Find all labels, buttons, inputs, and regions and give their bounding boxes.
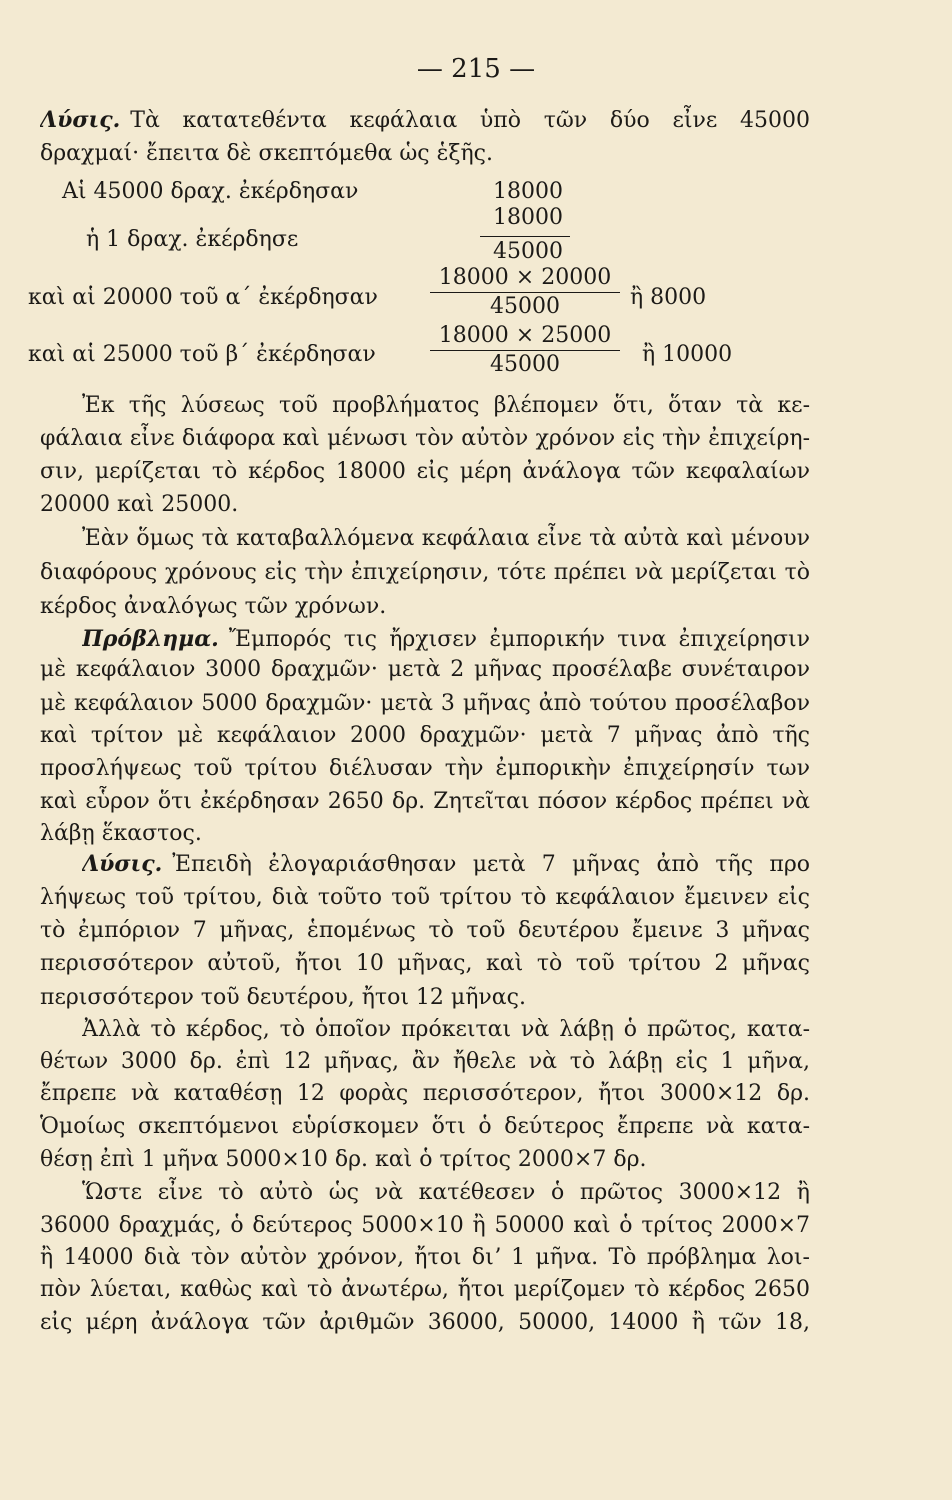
calc-row-3-label: καὶ αἱ 20000 τοῦ α΄ ἐκέρδησαν <box>28 285 378 310</box>
solution-heading: Λύσις. <box>82 851 163 877</box>
text-line: διαφόρους χρόνους εἰς τὴν ἐπιχείρησιν, τότε πρέπει νὰ μερίζεται τὸ <box>40 560 810 585</box>
page-number: — 215 — <box>416 54 536 84</box>
calc-row-1-value: 18000 <box>493 179 563 204</box>
text-line: θέτων 3000 δρ. ἐπὶ 12 μῆνας, ἂν ἤθελε νὰ τὸ λάβῃ εἰς 1 μῆνα, <box>40 1049 810 1074</box>
text-line: περισσότερον αὐτοῦ, ἤτοι 10 μῆνας, καὶ τὸ τοῦ τρίτου 2 μῆνας <box>40 951 810 976</box>
problem-heading: Πρόβλημα. <box>82 626 219 652</box>
text-line: Ἀλλὰ τὸ κέρδος, τὸ ὁποῖον πρόκειται νὰ λάβῃ ὁ πρῶτος, κατα- <box>82 1017 810 1042</box>
text-line: σιν, μερίζεται τὸ κέρδος 18000 εἰς μέρη ἀνάλογα τῶν κεφαλαίων <box>40 459 810 484</box>
text-line: 20000 καὶ 25000. <box>40 492 239 517</box>
calc-row-1-label: Αἱ 45000 δραχ. ἐκέρδησαν <box>62 179 359 204</box>
calc-row-4-label: καὶ αἱ 25000 τοῦ β΄ ἐκέρδησαν <box>28 342 376 367</box>
text-line: Ἐὰν ὅμως τὰ καταβαλλόμενα κεφάλαια εἶνε τὰ αὐτὰ καὶ μένουν <box>82 526 810 551</box>
text-line: ἢ 14000 διὰ τὸν αὐτὸν χρόνον, ἤτοι διʼ 1 μῆνα. Τὸ πρόβλημα λοι- <box>40 1245 810 1270</box>
text-line: θέσῃ ἐπὶ 1 μῆνα 5000×10 δρ. καὶ ὁ τρίτος 2000×7 δρ. <box>40 1147 647 1172</box>
text-line: φάλαια εἶνε διάφορα καὶ μένωσι τὸν αὐτὸν χρόνον εἰς τὴν ἐπιχείρη- <box>40 426 810 451</box>
text-line: ἔπρεπε νὰ καταθέσῃ 12 φορὰς περισσότερον, ἤτοι 3000×12 δρ. <box>40 1081 810 1106</box>
problem-line-1: Πρόβλημα. Ἔμπορός τις ἤρχισεν ἐμπορικήν τινα ἐπιχείρησιν <box>82 626 810 652</box>
calc-row-2-label: ἡ 1 δραχ. ἐκέρδησε <box>86 227 299 252</box>
text-line: πὸν λύεται, καθὼς καὶ τὸ ἀνωτέρω, ἤτοι μερίζομεν τὸ κέρδος 2650 <box>40 1277 810 1302</box>
calc-row-3-fraction: $\frac{18000 \times 20000}{45000}$ <box>430 264 620 321</box>
text-line: κέρδος ἀναλόγως τῶν χρόνων. <box>40 594 387 619</box>
text-line: Ὁμοίως σκεπτόμενοι εὑρίσκομεν ὅτι ὁ δεύτερος ἔπρεπε νὰ κατα- <box>40 1114 810 1139</box>
calc-row-4-fraction: $\frac{18000 \times 25000}{45000}$ <box>430 322 620 379</box>
solution-2-line-1: Λύσις. Ἐπειδὴ ἐλογαριάσθησαν μετὰ 7 μῆνας ἀπὸ τῆς προ <box>82 851 810 877</box>
solution-1-line-1: Λύσις. Τὰ κατατεθέντα κεφάλαια ὑπὸ τῶν δύο εἶνε 45000 <box>40 107 810 133</box>
calc-row-2-denominator: 45000 <box>493 239 563 264</box>
calc-row-3-result: ἢ 8000 <box>630 285 707 310</box>
text-line: μὲ κεφάλαιον 5000 δραχμῶν· μετὰ 3 μῆνας ἀπὸ τούτου προσέλαβον <box>40 691 810 716</box>
calc-row-4-result: ἢ 10000 <box>642 342 733 367</box>
text-line: λάβῃ ἕκαστος. <box>40 821 202 846</box>
text-line: εἰς μέρη ἀνάλογα τῶν ἀριθμῶν 36000, 50000, 14000 ἢ τῶν 18, <box>40 1310 810 1335</box>
solution-heading: Λύσις. <box>40 107 121 133</box>
text-line: τὸ ἐμπόριον 7 μῆνας, ἑπομένως τὸ τοῦ δευτέρου ἔμεινε 3 μῆνας <box>40 918 810 943</box>
calc-row-2-numerator: 18000 <box>493 205 563 230</box>
text-line: Ὥστε εἶνε τὸ αὐτὸ ὡς νὰ κατέθεσεν ὁ πρῶτος 3000×12 ἢ <box>82 1180 810 1205</box>
text-line: 36000 δραχμάς, ὁ δεύτερος 5000×10 ἢ 50000 καὶ ὁ τρίτος 2000×7 <box>40 1213 810 1238</box>
text-line: περισσότερον τοῦ δευτέρου, ἤτοι 12 μῆνας. <box>40 985 526 1010</box>
text-line: καὶ τρίτον μὲ κεφάλαιον 2000 δραχμῶν· μετὰ 7 μῆνας ἀπὸ τῆς <box>40 723 810 748</box>
text-line: καὶ εὗρον ὅτι ἐκέρδησαν 2650 δρ. Ζητεῖται πόσον κέρδος πρέπει νὰ <box>40 789 810 814</box>
text-line: Ἐκ τῆς λύσεως τοῦ προβλήματος βλέπομεν ὅτι, ὅταν τὰ κε- <box>82 393 810 418</box>
solution-1-line-2: δραχμαί· ἔπειτα δὲ σκεπτόμεθα ὡς ἑξῆς. <box>40 141 493 166</box>
text-line: λήψεως τοῦ τρίτου, διὰ τοῦτο τοῦ τρίτου τὸ κεφάλαιον ἔμεινεν εἰς <box>40 885 810 910</box>
text-line: μὲ κεφάλαιον 3000 δραχμῶν· μετὰ 2 μῆνας προσέλαβε συνέταιρον <box>40 657 810 682</box>
text-line: προσλήψεως τοῦ τρίτου διέλυσαν τὴν ἐμπορικὴν ἐπιχείρησίν των <box>40 756 810 781</box>
